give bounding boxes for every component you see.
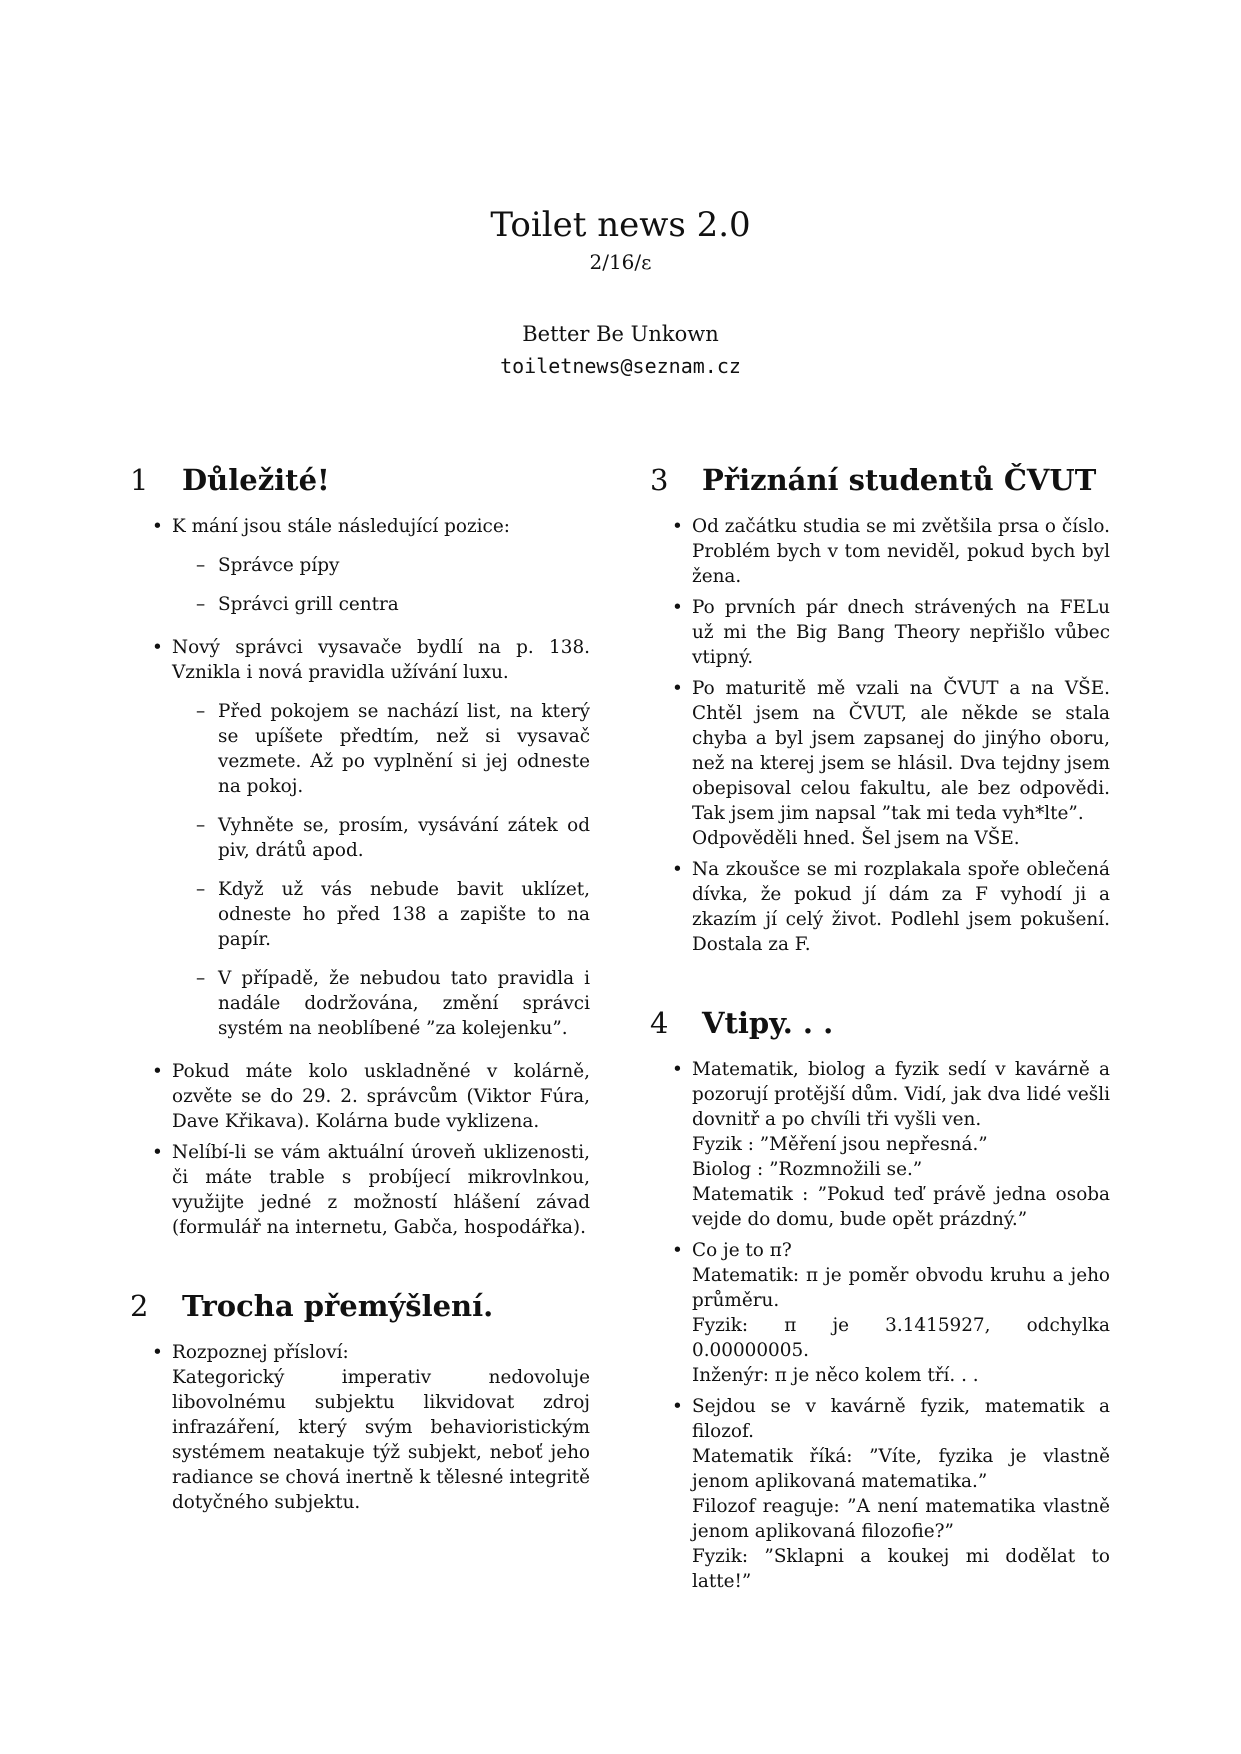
joke-line: Matematik : ”Pokud teď právě jedna osoba vejde do domu, bude opět prázdný.” xyxy=(692,1184,1110,1230)
item-text: Kategorický imperativ nedovoluje libovolnému subjektu likvidovat zdroj infrazáření, který svým behavioristickým systémem neatakuje týž subjekt, neboť jeho radiance se chová inertně k tělesné integritě dotyčného subjektu. xyxy=(172,1367,590,1513)
left-column xyxy=(130,460,590,1521)
section-title: Trocha přemýšlení. xyxy=(182,1289,494,1323)
joke-line: Fyzik: ”Sklapni a koukej mi dodělat to latte!” xyxy=(692,1546,1110,1592)
list-item: • Od začátku studia se mi zvětšila prsa o číslo. Problém bych v tom neviděl, pokud bych byl žena. xyxy=(650,514,1110,589)
author: Better Be Unkown xyxy=(522,322,719,346)
bullet-list xyxy=(130,1340,590,1515)
list-item-text: Odpověděli hned. Šel jsem na VŠE. xyxy=(692,828,1020,849)
item-label: • Rozpoznej přísloví: xyxy=(172,1342,349,1363)
issue-number: 2/16/ε xyxy=(589,250,652,274)
section-title: Důležité! xyxy=(182,463,330,497)
sub-list-item: – Když už vás nebude bavit uklízet, odneste ho před 138 a zapište to na papír. xyxy=(172,877,590,952)
joke-line: Fyzik: π je 3.1415927, odchylka 0.00000005. xyxy=(692,1315,1110,1361)
joke-line: Fyzik : ”Měření jsou nepřesná.” xyxy=(692,1134,988,1155)
section-heading xyxy=(130,460,590,500)
list-item: • Na zkoušce se mi rozplakala spoře oblečená dívka, že pokud jí dám za F vyhodí ji a zkazím jí celý život. Podlehl jsem pokušení. Dostala za F. xyxy=(650,857,1110,957)
sub-list-item: – Před pokojem se nachází list, na který se upíšete předtím, než si vysavač vezmete. Až po vyplnění si jej odneste na pokoj. xyxy=(172,699,590,799)
bullet-list xyxy=(650,514,1110,957)
joke-line: Matematik: π je poměr obvodu kruhu a jeho průměru. xyxy=(692,1265,1110,1311)
list-item xyxy=(130,514,590,617)
joke-line: Filozof reaguje: ”A není matematika vlastně jenom aplikovaná filozofie?” xyxy=(692,1496,1110,1542)
sub-list-item: – V případě, že nebudou tato pravidla i nadále dodržována, změní správci systém na neoblíbené ”za kolejenku”. xyxy=(172,966,590,1041)
sub-list xyxy=(172,553,590,617)
page-title: Toilet news 2.0 xyxy=(490,205,751,245)
bullet-list xyxy=(130,514,590,1240)
section-title: Přiznání studentů ČVUT xyxy=(702,463,1097,497)
section-number: 2 xyxy=(130,1289,149,1323)
joke-line: Biolog : ”Rozmnožili se.” xyxy=(692,1159,923,1180)
section-number: 4 xyxy=(650,1006,669,1040)
joke-intro: • Matematik, biolog a fyzik sedí v kavárně a pozorují protější dům. Vidí, jak dva lidé vešli dovnitř a po chvíli tři vyšli ven. xyxy=(692,1059,1110,1130)
list-item-text: K mání jsou stále následující pozice: xyxy=(172,516,510,537)
list-item: • Nelíbí-li se vám aktuální úroveň uklizenosti, či máte trable s probíjecí mikrovlnkou, využijte jedné z možností hlášení závad (formulář na internetu, Gabča, hospodářka). xyxy=(130,1140,590,1240)
joke-line: Inženýr: π je něco kolem tří. . . xyxy=(692,1365,979,1386)
section-thinking xyxy=(130,1286,590,1515)
right-column xyxy=(650,460,1110,1600)
email-address: toiletnews@seznam.cz xyxy=(500,354,741,378)
sub-list xyxy=(172,699,590,1041)
joke-line: Matematik říká: ”Víte, fyzika je vlastně jenom aplikovaná matematika.” xyxy=(692,1446,1110,1492)
section-title: Vtipy. . . xyxy=(702,1006,834,1040)
list-item xyxy=(650,1394,1110,1594)
joke-intro: • Sejdou se v kavárně fyzik, matematik a filozof. xyxy=(692,1396,1110,1442)
list-item xyxy=(650,1057,1110,1232)
list-item xyxy=(130,1340,590,1515)
bullet-list xyxy=(650,1057,1110,1594)
joke-intro: • Co je to π? xyxy=(692,1240,792,1261)
list-item xyxy=(650,1238,1110,1388)
section-heading xyxy=(650,460,1110,500)
list-item-text: • Po maturitě mě vzali na ČVUT a na VŠE. Chtěl jsem na ČVUT, ale někde se stala chyba a byl jsem zapsanej do jinýho oboru, než na kterej jsem se hlásil. Dva tejdny jsem obepisoval celou fakultu, ale bez odpovědi. Tak jsem jim napsal ”tak mi teda vyh*lte”. xyxy=(692,678,1110,824)
list-item: • Po prvních pár dnech strávených na FELu už mi the Big Bang Theory nepřišlo vůbec vtipný. xyxy=(650,595,1110,670)
sub-list-item: – Správce pípy xyxy=(172,553,590,578)
section-number: 3 xyxy=(650,463,669,497)
section-heading xyxy=(130,1286,590,1326)
section-number: 1 xyxy=(130,463,149,497)
list-item xyxy=(130,635,590,1041)
list-item-text: Nový správci vysavače bydlí na p. 138. Vznikla i nová pravidla užívání luxu. xyxy=(172,637,590,683)
section-jokes xyxy=(650,1003,1110,1594)
sub-list-item: – Vyhněte se, prosím, vysávání zátek od piv, drátů apod. xyxy=(172,813,590,863)
sub-list-item: – Správci grill centra xyxy=(172,592,590,617)
section-important xyxy=(130,460,590,1240)
section-confessions xyxy=(650,460,1110,957)
list-item: • Pokud máte kolo uskladněné v kolárně, ozvěte se do 29. 2. správcům (Viktor Fúra, Dave Křikava). Kolárna bude vyklizena. xyxy=(130,1059,590,1134)
list-item xyxy=(650,676,1110,851)
section-heading xyxy=(650,1003,1110,1043)
